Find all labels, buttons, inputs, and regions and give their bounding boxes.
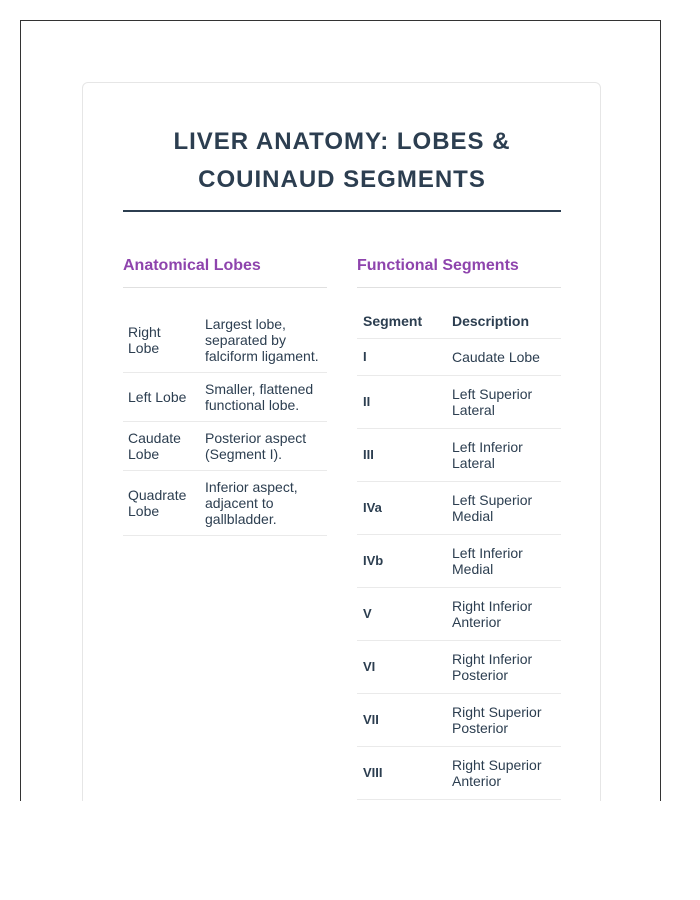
segment-number: VIII (357, 747, 446, 800)
segment-description: Right Superior Posterior (446, 694, 561, 747)
table-row (357, 694, 561, 747)
segments-table (357, 304, 561, 800)
lobe-name: Right Lobe (123, 308, 200, 373)
segment-number: IVa (357, 482, 446, 535)
table-row (123, 308, 327, 373)
table-row (123, 373, 327, 422)
lobes-table (123, 308, 327, 536)
segment-number: V (357, 588, 446, 641)
lobe-description: Inferior aspect, adjacent to gallbladder. (200, 471, 327, 536)
title-divider (123, 210, 561, 212)
segment-description: Caudate Lobe (446, 339, 561, 376)
content-card (82, 82, 601, 801)
segment-description: Left Inferior Medial (446, 535, 561, 588)
table-row (357, 641, 561, 694)
segment-number: II (357, 376, 446, 429)
table-row (357, 588, 561, 641)
table-header-row (357, 304, 561, 339)
segment-description: Right Inferior Anterior (446, 588, 561, 641)
segment-description: Left Inferior Lateral (446, 429, 561, 482)
title-line-1: LIVER ANATOMY: LOBES & (173, 128, 511, 155)
lobe-name: Left Lobe (123, 373, 200, 422)
segment-number: VII (357, 694, 446, 747)
segments-heading: Functional Segments (357, 255, 561, 288)
lobe-name: Caudate Lobe (123, 422, 200, 471)
title-line-2: COUINAUD SEGMENTS (198, 166, 486, 193)
segment-number: IVb (357, 535, 446, 588)
segments-section (357, 255, 561, 800)
lobes-heading: Anatomical Lobes (123, 255, 327, 288)
segment-number: VI (357, 641, 446, 694)
column-header-description: Description (446, 304, 561, 339)
table-row (357, 535, 561, 588)
segment-description: Left Superior Medial (446, 482, 561, 535)
table-row (357, 339, 561, 376)
segment-description: Right Superior Anterior (446, 747, 561, 800)
column-header-segment: Segment (357, 304, 446, 339)
segment-number: I (357, 339, 446, 376)
lobe-description: Posterior aspect (Segment I). (200, 422, 327, 471)
table-row (357, 376, 561, 429)
table-row (357, 429, 561, 482)
table-row (357, 482, 561, 535)
table-row (357, 747, 561, 800)
page-frame (20, 20, 661, 801)
segment-description: Left Superior Lateral (446, 376, 561, 429)
lobe-name: Quadrate Lobe (123, 471, 200, 536)
table-row (123, 422, 327, 471)
lobe-description: Largest lobe, separated by falciform ligament. (200, 308, 327, 373)
table-row (123, 471, 327, 536)
lobes-section (123, 255, 327, 536)
segment-description: Right Inferior Posterior (446, 641, 561, 694)
page-title (123, 123, 561, 199)
segment-number: III (357, 429, 446, 482)
lobe-description: Smaller, flattened functional lobe. (200, 373, 327, 422)
